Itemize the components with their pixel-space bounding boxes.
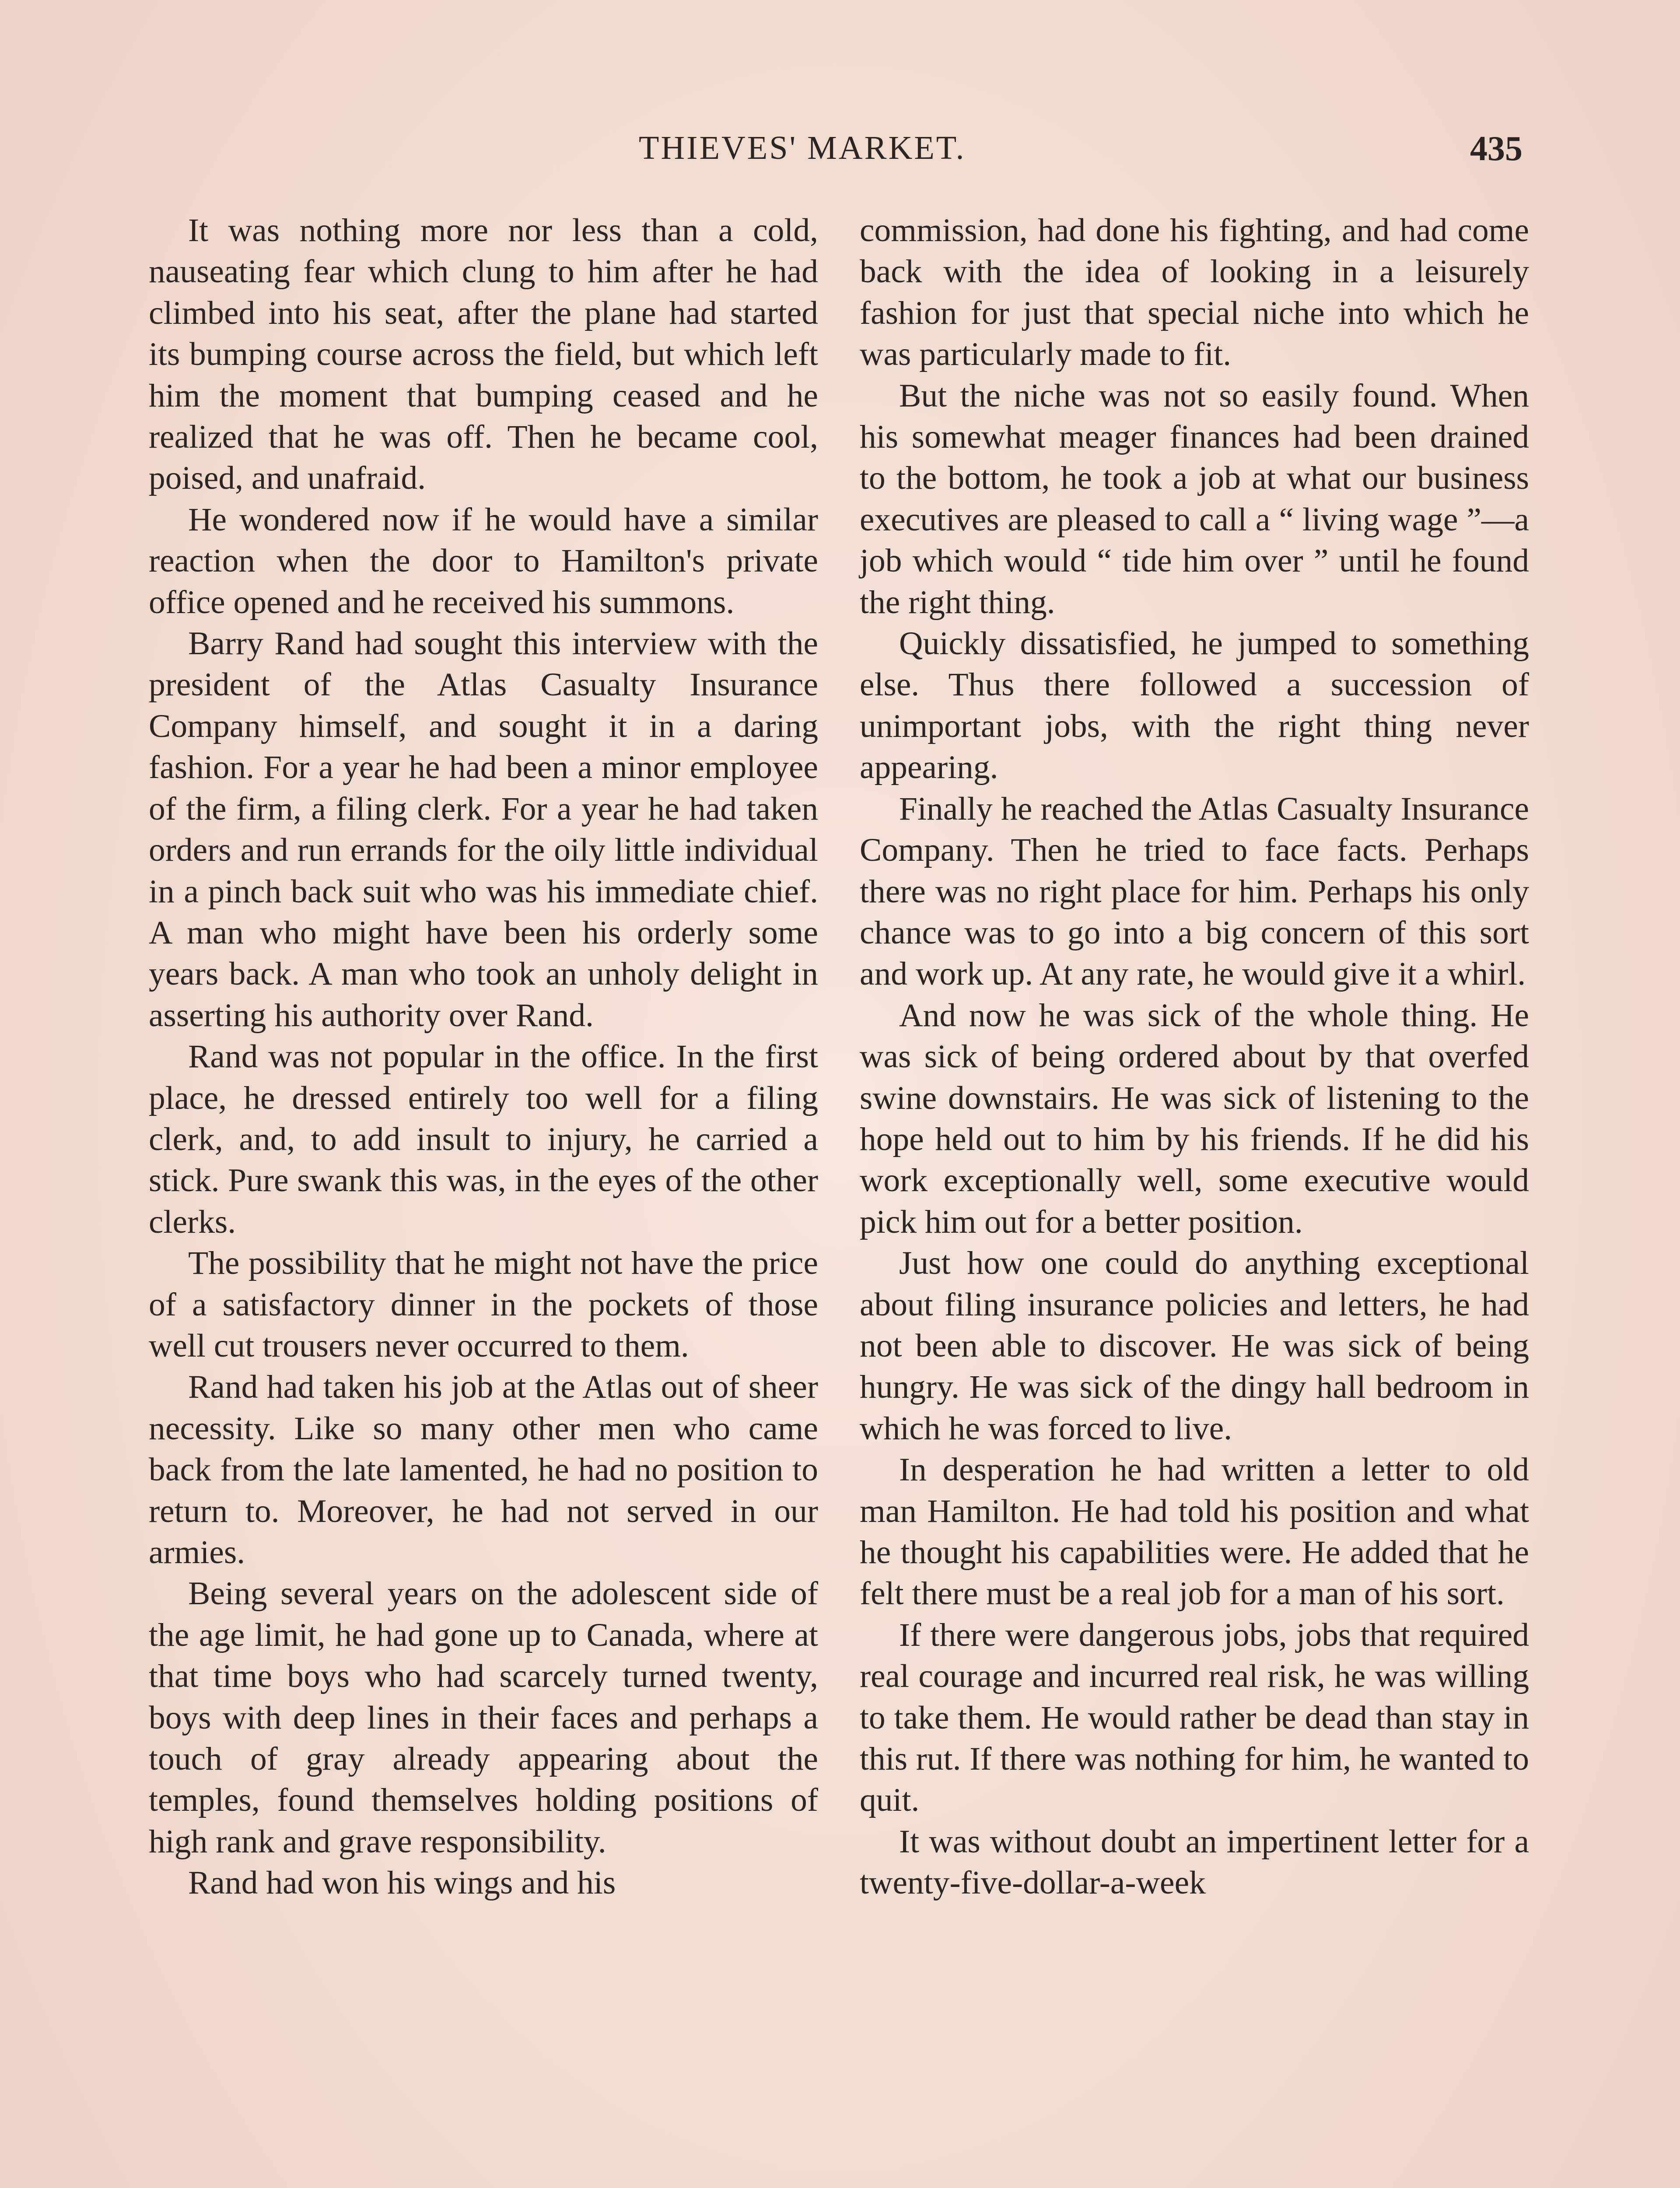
paragraph: And now he was sick of the whole thing. He was sick of being ordered about by that overfed swine downstairs. He was sick of listening to the hope held out to him by his friends. If he did his work exceptionally well, some executive would pick him out for a better position. [860, 997, 1529, 1240]
left-column [149, 210, 818, 1904]
page-number: 435 [1470, 130, 1522, 168]
paragraph: Finally he reached the Atlas Casualty Insurance Company. Then he tried to face facts. Perhaps there was no right place for him. Perhaps his only chance was to go into a big concern of this sort and work up. At any rate, he would give it a whirl. [860, 790, 1529, 992]
right-column [860, 210, 1529, 1904]
paragraph: He wondered now if he would have a similar reaction when the door to Hamilton's private office opened and he received his summons. [149, 501, 818, 621]
paragraph: Rand had won his wings and his [188, 1865, 616, 1901]
paragraph: But the niche was not so easily found. When his somewhat meager finances had been drained to the bottom, he took a job at what our business executives are pleased to call a “ living wage ”—a job which would “ tide him over ” until he found the right thing. [860, 377, 1529, 621]
paragraph: Quickly dissatisfied, he jumped to something else. Thus there followed a succession of unimportant jobs, with the right thing never appearing. [860, 625, 1529, 786]
paragraph: Rand had taken his job at the Atlas out of sheer necessity. Like so many other men who came back from the late lamented, he had no position to return to. Moreover, he had not served in our armies. [149, 1369, 818, 1571]
paragraph: The possibility that he might not have the price of a satisfactory dinner in the pockets of those well cut trousers never occurred to them. [149, 1245, 818, 1364]
paragraph: Just how one could do anything exceptional about filing insurance policies and letters, he had not been able to discover. He was sick of being hungry. He was sick of the dingy hall bedroom in which he was forced to live. [860, 1245, 1529, 1447]
paragraph: It was without doubt an impertinent letter for a twenty-five-dollar-a-week [860, 1823, 1529, 1901]
paragraph-continuation: commission, had done his fighting, and had come back with the idea of looking in a leisurely fashion for just that special niche into which he was particularly made to fit. [860, 212, 1529, 373]
paragraph: Rand was not popular in the office. In the first place, he dressed entirely too well for a filing clerk, and, to add insult to injury, he carried a stick. Pure swank this was, in the eyes of the other clerks. [149, 1038, 818, 1240]
running-head: THIEVES' MARKET. [639, 130, 966, 166]
paragraph: If there were dangerous jobs, jobs that required real courage and incurred real risk, he was willing to take them. He would rather be dead than stay in this rut. If there was nothing for him, he wanted to quit. [860, 1616, 1529, 1819]
paragraph: Barry Rand had sought this interview with the president of the Atlas Casualty Insurance Company himself, and sought it in a daring fashion. For a year he had been a minor employee of the firm, a filing clerk. For a year he had taken orders and run errands for the oily little individual in a pinch back suit who was his immediate chief. A man who might have been his orderly some years back. A man who took an unholy delight in asserting his authority over Rand. [149, 625, 818, 1034]
paragraph: In desperation he had written a letter to old man Hamilton. He had told his position and what he thought his capabilities were. He added that he felt there must be a real job for a man of his sort. [860, 1452, 1529, 1612]
paragraph: Being several years on the adolescent side of the age limit, he had gone up to Canada, where at that time boys who had scarcely turned twenty, boys with deep lines in their faces and perhaps a touch of gray already appearing about the temples, found themselves holding positions of high rank and grave responsibility. [149, 1575, 818, 1860]
paragraph: It was nothing more nor less than a cold, nauseating fear which clung to him after he had climbed into his seat, after the plane had started its bumping course across the field, but which left him the moment that bumping ceased and he realized that he was off. Then he became cool, poised, and unafraid. [149, 212, 818, 497]
